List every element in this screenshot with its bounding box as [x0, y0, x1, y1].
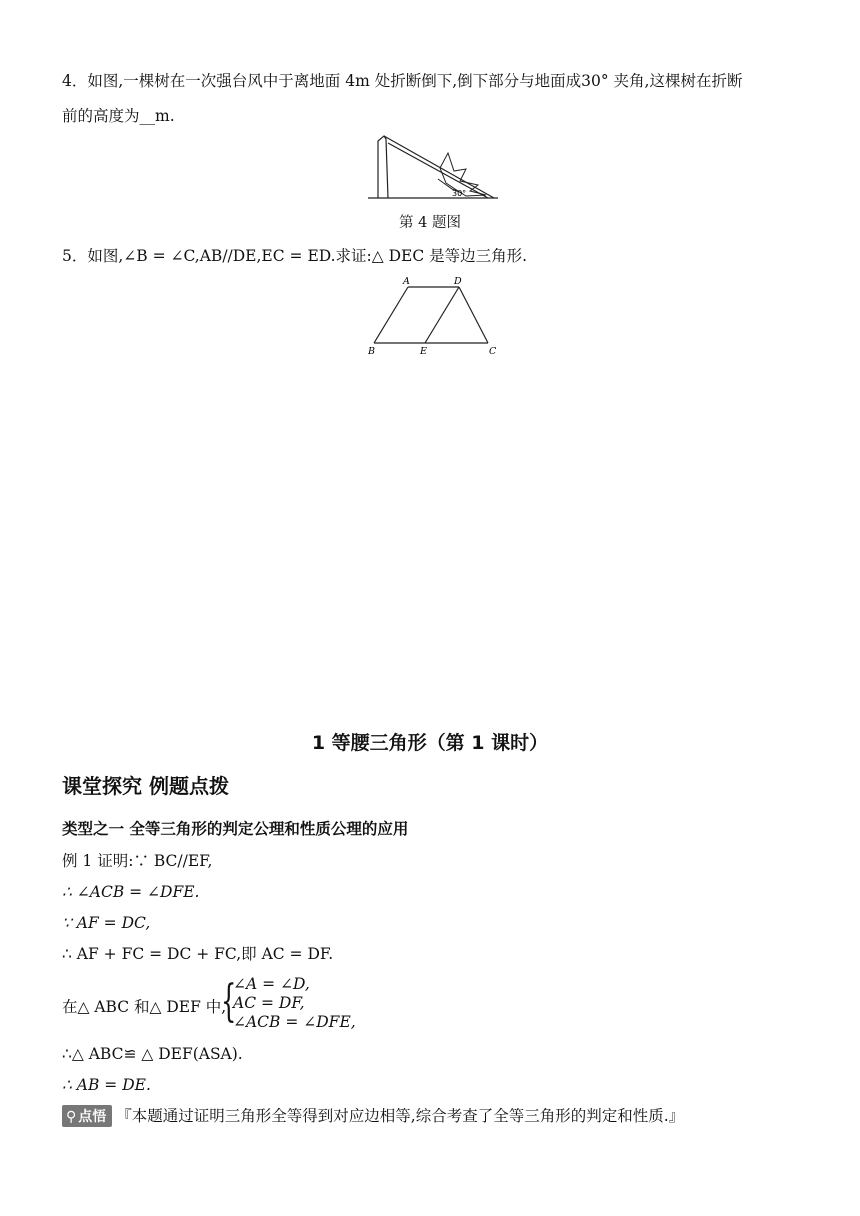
fallen-trunk-upper	[384, 136, 494, 198]
insight-text: 『本题通过证明三角形全等得到对应边相等,综合考查了全等三角形的判定和性质.』	[116, 1107, 685, 1125]
q4-text-line1: 4．如图,一棵树在一次强台风中于离地面 4m 处折断倒下,倒下部分与地面成30° 夹角,这棵树在折断	[62, 72, 743, 90]
proof-line-4: ∴ AF + FC = DC + FC,即 AC = DF.	[62, 945, 334, 963]
label-E: E	[420, 346, 427, 357]
proof-line-1: 例 1 证明:∵ BC//EF,	[62, 852, 213, 870]
proof-line-3: ∵ AF = DC,	[62, 914, 151, 932]
label-D: D	[454, 276, 462, 287]
proof-line-2: ∴ ∠ACB = ∠DFE.	[62, 883, 200, 901]
brace-lead-text: 在△ ABC 和△ DEF 中,	[62, 998, 227, 1016]
segment-DE	[425, 287, 459, 343]
proof-line-7: ∴ AB = DE.	[62, 1076, 151, 1094]
left-brace-icon: {	[221, 976, 237, 1027]
condition-2: AC = DF,	[233, 994, 305, 1012]
q4-text-line2: 前的高度为__m.	[62, 107, 175, 125]
insight-badge	[62, 1105, 112, 1127]
section-heading: 课堂探究 例题点拨	[62, 774, 229, 798]
q5-trapezoid-figure	[362, 273, 502, 361]
magnifier-icon: ⚲	[66, 1109, 77, 1125]
label-B: B	[368, 346, 375, 357]
insight-note	[62, 1104, 684, 1127]
label-C: C	[489, 346, 497, 357]
condition-1: ∠A = ∠D,	[233, 975, 310, 993]
angle-label: 30°	[452, 189, 467, 198]
proof-line-6: ∴△ ABC≌ △ DEF(ASA).	[62, 1045, 243, 1063]
type-subheading: 类型之一 全等三角形的判定公理和性质公理的应用	[62, 820, 409, 838]
tree-trunk	[378, 136, 388, 198]
segment-DC	[459, 287, 488, 343]
label-A: A	[403, 276, 410, 287]
condition-3: ∠ACB = ∠DFE,	[233, 1013, 356, 1031]
insight-badge-label: 点悟	[78, 1109, 107, 1125]
q5-text: 5．如图,∠B = ∠C,AB//DE,EC = ED.求证:△ DEC 是等边三角形.	[62, 247, 528, 265]
q4-caption: 第 4 题图	[399, 215, 461, 231]
segment-AB	[374, 287, 408, 343]
q4-broken-tree-figure	[368, 133, 500, 203]
fallen-trunk-lower	[388, 143, 488, 198]
section-title: 1 等腰三角形（第 1 课时）	[311, 732, 549, 754]
